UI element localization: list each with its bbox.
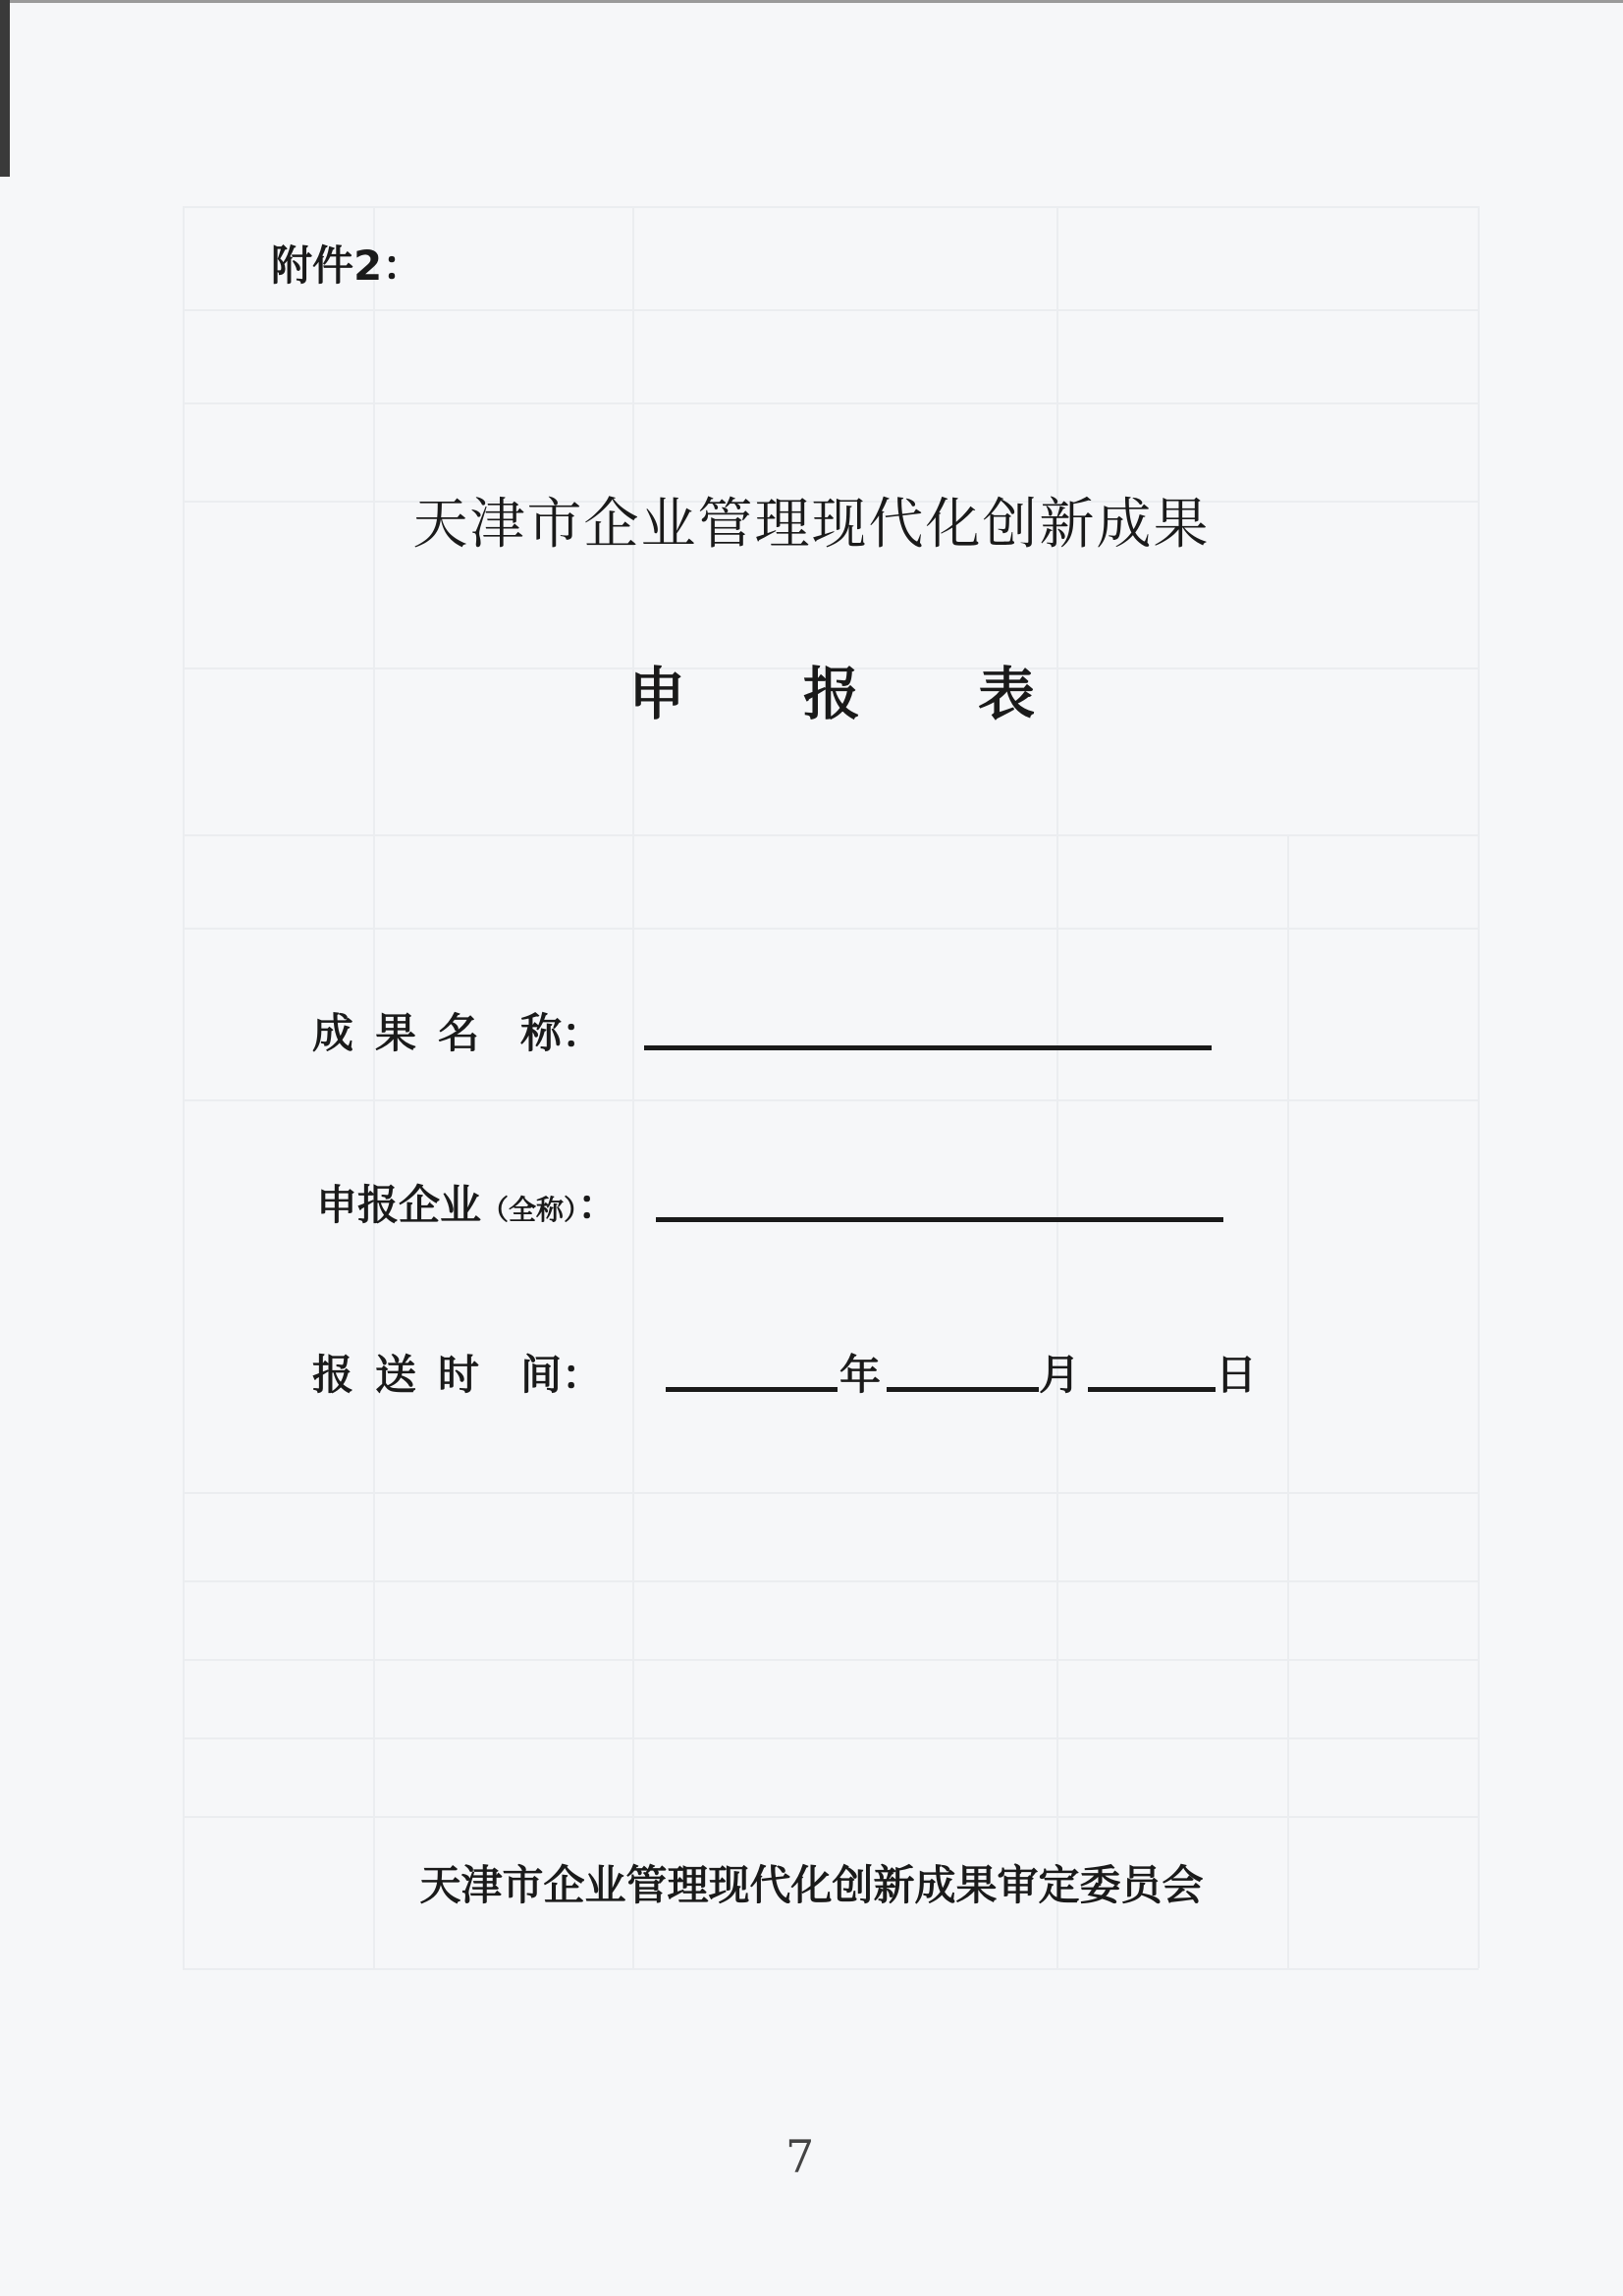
day-unit: 日 bbox=[1216, 1351, 1258, 1399]
subtitle-char: 报 bbox=[803, 661, 861, 727]
company-underline bbox=[656, 1217, 1223, 1222]
scan-left-edge-shadow bbox=[0, 0, 10, 177]
year-underline bbox=[666, 1387, 838, 1392]
document-subtitle bbox=[628, 648, 1035, 730]
scan-top-edge bbox=[0, 0, 1623, 3]
day-underline bbox=[1088, 1387, 1216, 1392]
day-field[interactable] bbox=[1088, 1343, 1216, 1387]
page-number: 7 bbox=[785, 2130, 815, 2183]
achievement-name-field[interactable] bbox=[644, 1001, 1212, 1045]
achievement-name-label: 成 果 名 称： bbox=[312, 1009, 604, 1057]
issuing-committee: 天津市企业管理现代化创新成果审定委员会 bbox=[419, 1861, 1204, 1909]
achievement-name-underline bbox=[644, 1045, 1212, 1050]
submit-date-label: 报 送 时 间： bbox=[312, 1351, 604, 1399]
year-unit: 年 bbox=[839, 1351, 882, 1399]
year-field[interactable] bbox=[666, 1343, 838, 1387]
month-underline bbox=[887, 1387, 1039, 1392]
document-title: 天津市企业管理现代化创新成果 bbox=[412, 493, 1211, 557]
attachment-label: 附件2： bbox=[271, 241, 424, 290]
company-label: 申报企业（全称）： bbox=[316, 1181, 620, 1229]
subtitle-char: 申 bbox=[628, 661, 686, 727]
month-field[interactable] bbox=[887, 1343, 1039, 1387]
company-field[interactable] bbox=[656, 1173, 1223, 1217]
month-unit: 月 bbox=[1039, 1351, 1081, 1399]
subtitle-char: 表 bbox=[978, 661, 1036, 727]
